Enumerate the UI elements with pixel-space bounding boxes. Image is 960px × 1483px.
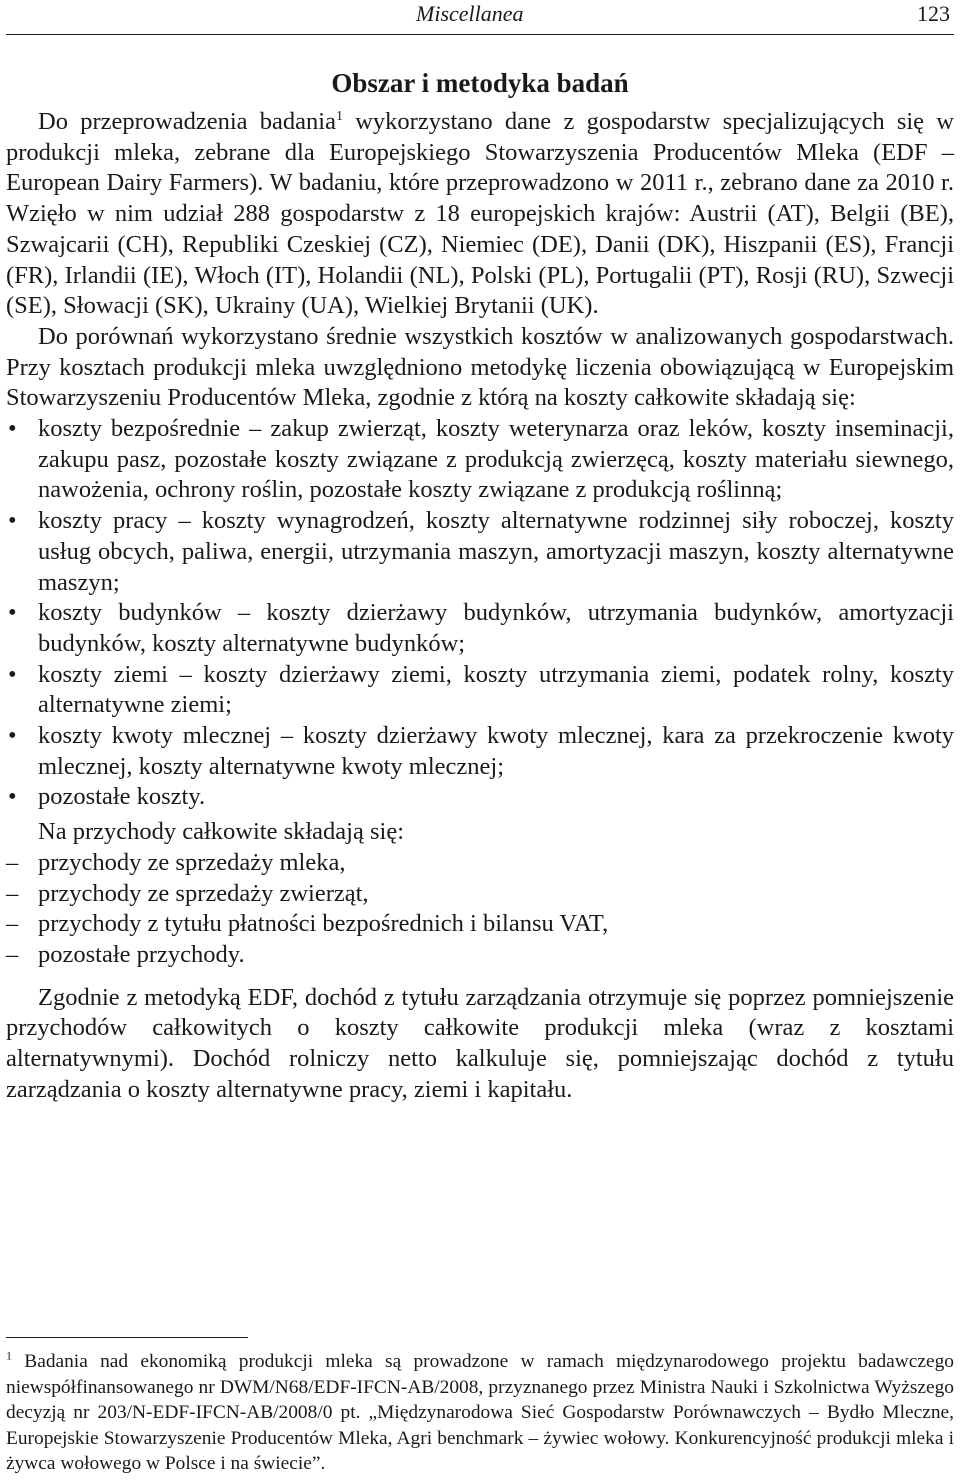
- list-item: [6, 848, 954, 879]
- list-item-text: koszty kwoty mlecznej – koszty dzierżawy kwoty mlecznej, kara za przekroczenie kwoty mlecznej, koszty alternatywne kwoty mlecznej;: [38, 722, 954, 780]
- footnote: [6, 1349, 954, 1477]
- list-item-text: koszty budynków – koszty dzierżawy budynków, utrzymania budynków, amortyzacji budynków, koszty alternatywne budynków;: [38, 599, 954, 657]
- running-head: [6, 0, 954, 35]
- paragraph-cost-method: Do porównań wykorzystano średnie wszystkich kosztów w analizowanych gospodarstwach. Przy kosztach produkcji mleka uwzględniono metodykę liczenia obowiązującą w Europejskim Stowarzyszeniu Producentów Mleka, zgodnie z którą na koszty całkowite składają się:: [6, 322, 954, 412]
- bullet-marker: •: [8, 599, 17, 627]
- bullet-marker: •: [8, 783, 17, 811]
- list-item: [6, 909, 954, 940]
- paragraph-revenue-intro: Na przychody całkowite składają się:: [38, 818, 405, 846]
- list-item-text: przychody ze sprzedaży zwierząt,: [38, 879, 369, 907]
- dash-marker: –: [6, 940, 19, 968]
- list-item: [6, 506, 954, 598]
- page-number: 123: [917, 1, 950, 26]
- revenue-list: [6, 848, 954, 971]
- page: [6, 0, 954, 1474]
- list-item-text: przychody z tytułu płatności bezpośrednich i bilansu VAT,: [38, 910, 609, 938]
- list-item: [6, 660, 954, 721]
- section-title: Obszar i metodyka badań: [331, 68, 629, 98]
- list-item: [6, 879, 954, 910]
- paragraph-data-source: [6, 107, 954, 322]
- list-item-text: przychody ze sprzedaży mleka,: [38, 848, 346, 876]
- journal-name: Miscellanea: [416, 1, 524, 26]
- paragraph-text: Do przeprowadzenia badania: [38, 108, 336, 135]
- paragraph-text: wykorzystano dane z gospodarstw specjalizujących się w produkcji mleka, zebrane dla Europejskiego Stowarzyszenia Producentów Mleka (EDF – European Dairy Farmers). W badaniu, które przeprowadzono w 2011 r., zebrano dane za 2010 r. Wzięło w nim udział 288 gospodarstw z 18 europejskich krajów: Austrii (AT), Belgii (BE), Szwajcarii (CH), Republiki Czeskiej (CZ), Niemiec (DE), Danii (DK), Hiszpanii (ES), Francji (FR), Irlandii (IE), Włoch (IT), Holandii (NL), Polski (PL), Portugalii (PT), Rosji (RU), Szwecji (SE), Słowacji (SK), Ukrainy (UA), Wielkiej Brytanii (UK).: [6, 108, 954, 320]
- list-item-text: koszty ziemi – koszty dzierżawy ziemi, koszty utrzymania ziemi, podatek rolny, koszty alternatywne ziemi;: [38, 660, 954, 719]
- list-item: [6, 940, 954, 971]
- paragraph-income-method: Zgodnie z metodyką EDF, dochód z tytułu zarządzania otrzymuje się poprzez pomniejszenie przychodów całkowitych o koszty całkowite produkcji mleka (wraz z kosztami alternatywnymi). Dochód rolniczy netto kalkuluje się, pomniejszając dochód z tytułu zarządzania o koszty alternatywne pracy, ziemi i kapitału.: [6, 983, 954, 1103]
- cost-list: [6, 414, 954, 813]
- bullet-marker: •: [8, 507, 17, 535]
- bullet-marker: •: [8, 415, 17, 443]
- list-item-text: pozostałe przychody.: [38, 940, 245, 968]
- list-item-text: koszty bezpośrednie – zakup zwierząt, koszty weterynarza oraz leków, koszty inseminacji, zakupu pasz, pozostałe koszty związane z produkcją zwierzęcą, koszty materiału siewnego, nawożenia, ochrony roślin, pozostałe koszty związane z produkcją roślinną;: [38, 415, 954, 504]
- list-item: [6, 414, 954, 506]
- dash-marker: –: [6, 910, 19, 938]
- list-item: [6, 782, 954, 813]
- dash-marker: –: [6, 879, 19, 907]
- footnote-reference[interactable]: 1: [335, 108, 343, 124]
- body-text: [6, 107, 954, 1106]
- footnote-rule: [6, 1337, 248, 1338]
- dash-marker: –: [6, 848, 19, 876]
- bullet-marker: •: [8, 660, 17, 688]
- bullet-marker: •: [8, 722, 17, 750]
- footnote-text: Badania nad ekonomiką produkcji mleka są prowadzone w ramach międzynarodowego projektu badawczego niewspółfinansowanego nr DWM/N68/EDF-IFCN-AB/2008, przyznanego przez Ministra Nauki i Szkolnictwa Wyższego decyzją nr 203/N-EDF-IFCN-AB/2008/0 pt. „Międzynarodowa Sieć Gospodarstw Porównawczych – Bydło Mleczne, Europejskie Stowarzyszenie Producentów Mleka, Agri benchmark – żywiec wołowy. Konkurencyjność produkcji mleka i żywca wołowego w Polsce i na świecie”.: [6, 1351, 954, 1474]
- list-item: [6, 721, 954, 782]
- list-item: [6, 598, 954, 659]
- list-item-text: koszty pracy – koszty wynagrodzeń, koszty alternatywne rodzinnej siły roboczej, koszty usług obcych, paliwa, energii, utrzymania maszyn, amortyzacji maszyn, koszty alternatywne maszyn;: [38, 507, 954, 596]
- list-item-text: pozostałe koszty.: [38, 783, 206, 811]
- footnote-number: 1: [6, 1348, 12, 1363]
